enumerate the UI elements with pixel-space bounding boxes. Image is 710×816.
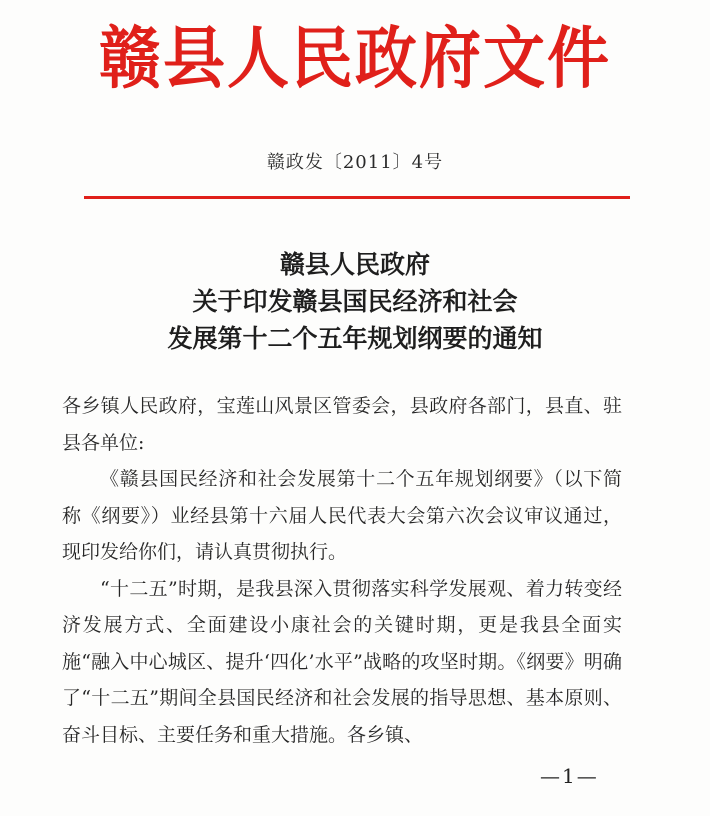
title-line-1: 赣县人民政府 xyxy=(279,250,430,279)
notice-body xyxy=(62,388,622,753)
notice-title xyxy=(0,246,710,357)
addressee: 各乡镇人民政府，宝莲山风景区管委会，县政府各部门，县直、驻县各单位: xyxy=(62,395,622,454)
title-line-3: 发展第十二个五年规划纲要的通知 xyxy=(167,324,543,353)
body-paragraph-1: 《赣县国民经济和社会发展第十二个五年规划纲要》（以下简称《纲要》）业经县第十六届人民代表大会第六次会议审议通过，现印发给你们，请认真贯彻执行。 xyxy=(62,468,622,563)
body-paragraph-2: “十二五”时期，是我县深入贯彻落实科学发展观、着力转变经济发展方式、全面建设小康社会的关键时期，更是我县全面实施“融入中心城区、提升‘四化’水平”战略的攻坚时期。《纲要》明确了“十二五”期间全县国民经济和社会发展的指导思想、基本原则、奋斗目标、主要任务和重大措施。各乡镇、 xyxy=(62,577,622,746)
page-number: —1— xyxy=(540,764,599,788)
document-number: 赣政发〔2011〕4号 xyxy=(266,152,444,173)
red-separator-line xyxy=(84,196,630,199)
masthead-title: 赣县人民政府文件 xyxy=(98,19,611,98)
title-line-2: 关于印发赣县国民经济和社会 xyxy=(192,287,518,316)
